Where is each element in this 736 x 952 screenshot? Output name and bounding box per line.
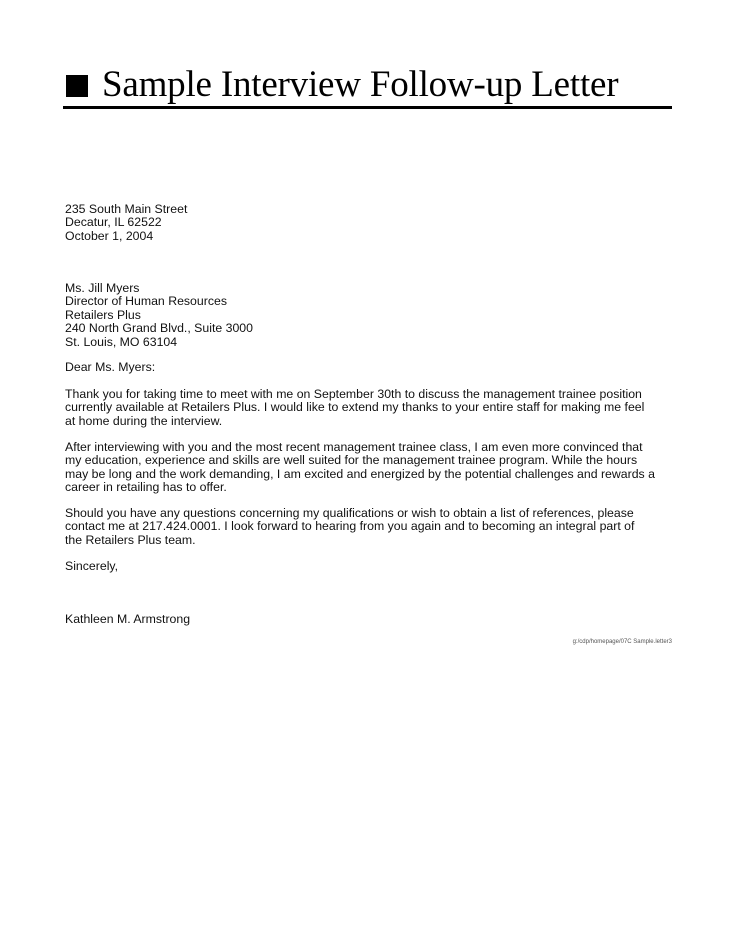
salutation xyxy=(65,361,677,374)
page-title: Sample Interview Follow-up Letter xyxy=(102,64,619,105)
recipient-title: Director of Human Resources xyxy=(65,294,227,309)
body-paragraph-3 xyxy=(65,507,677,547)
salutation-text: Dear Ms. Myers: xyxy=(65,360,156,374)
paragraph-line: may be long and the work demanding, I am excited and energized by the potential challenges and rewards a xyxy=(65,466,655,481)
sender-address-block xyxy=(65,203,677,243)
paragraph-line: After interviewing with you and the most recent management trainee class, I am even more convinced that xyxy=(65,440,643,454)
paragraph-line: currently available at Retailers Plus. I would like to extend my thanks to your entire staff for making me feel xyxy=(65,400,645,415)
recipient-city-state-zip: St. Louis, MO 63104 xyxy=(65,334,178,349)
sender-city-state-zip: Decatur, IL 62522 xyxy=(65,215,162,230)
paragraph-line: Should you have any questions concerning my qualifications or wish to obtain a list of references, please xyxy=(65,506,634,520)
signature-name: Kathleen M. Armstrong xyxy=(65,612,191,626)
black-square-bullet-icon xyxy=(66,75,88,97)
paragraph-line: career in retailing has to offer. xyxy=(65,480,227,495)
paragraph-line: contact me at 217.424.0001. I look forward to hearing from you again and to becoming an integral part of xyxy=(65,519,635,534)
sender-street: 235 South Main Street xyxy=(65,202,188,216)
paragraph-line: at home during the interview. xyxy=(65,413,223,428)
footer-file-path: g:/cdp/homepage/07C Sample.letter3 xyxy=(572,639,672,645)
signature xyxy=(65,613,677,626)
body-paragraph-1 xyxy=(65,388,677,428)
paragraph-line: Thank you for taking time to meet with me on September 30th to discuss the management trainee position xyxy=(65,387,642,401)
title-underline-rule xyxy=(63,106,672,109)
document-header xyxy=(66,64,618,106)
recipient-name: Ms. Jill Myers xyxy=(65,281,140,295)
recipient-street: 240 North Grand Blvd., Suite 3000 xyxy=(65,321,253,336)
closing-text: Sincerely, xyxy=(65,559,119,573)
recipient-company: Retailers Plus xyxy=(65,307,141,322)
closing xyxy=(65,560,677,573)
letter-date: October 1, 2004 xyxy=(65,228,154,243)
paragraph-line: the Retailers Plus team. xyxy=(65,532,196,547)
paragraph-line: my education, experience and skills are well suited for the management trainee program. While the hours xyxy=(65,453,638,468)
body-paragraph-2 xyxy=(65,441,677,495)
recipient-address-block xyxy=(65,282,677,349)
